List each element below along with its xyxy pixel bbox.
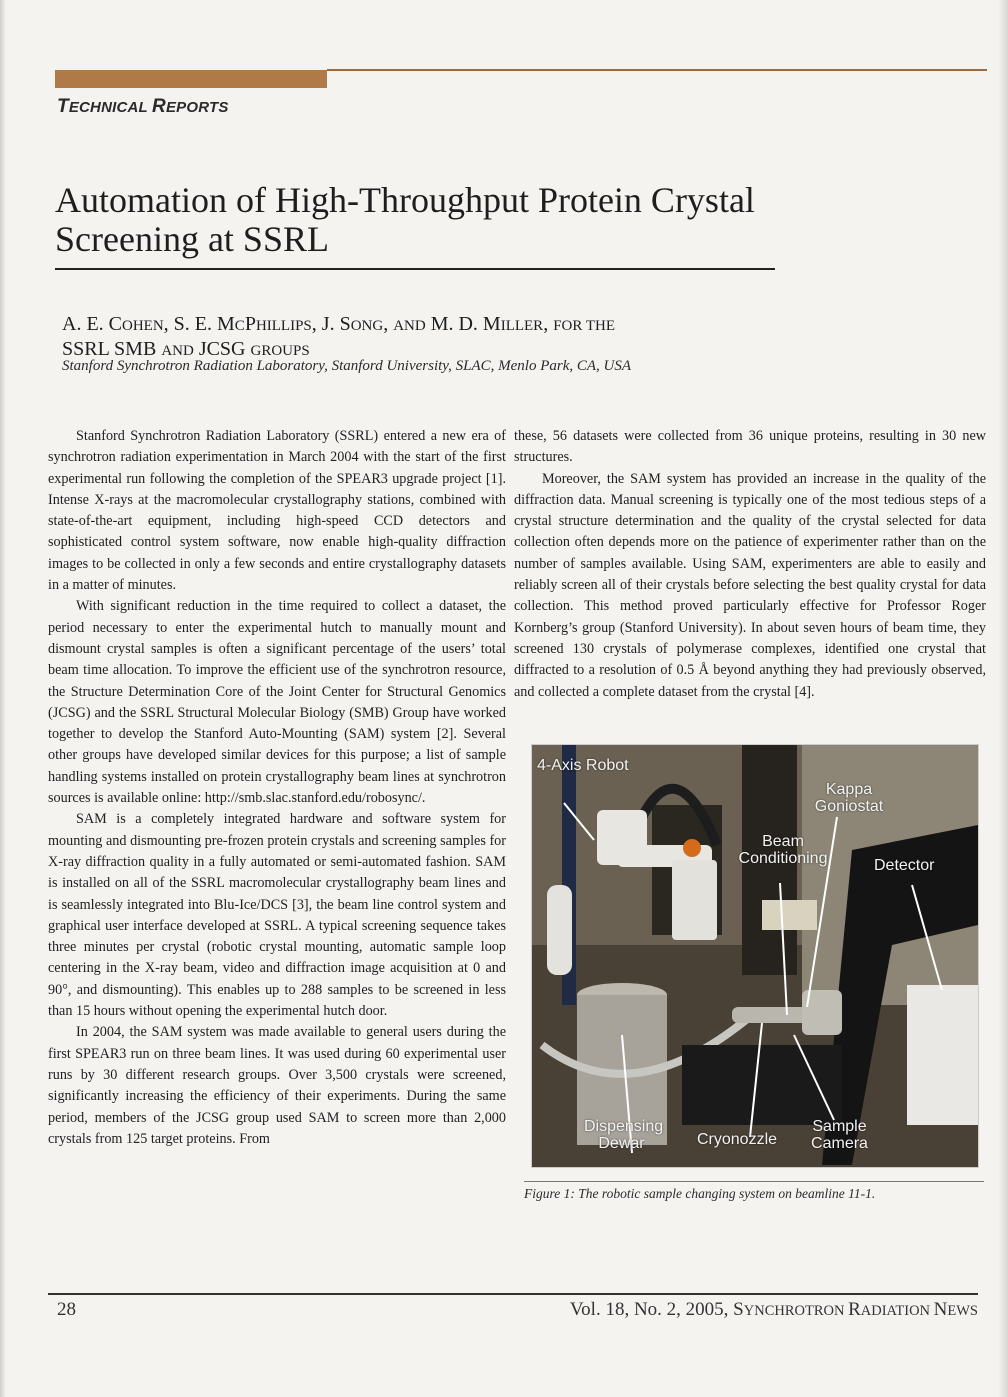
authors-line-2: SSRL SMB AND JCSG GROUPS: [62, 338, 310, 360]
photo-beam-box: [762, 900, 817, 930]
header-rule: [327, 69, 987, 71]
label-kappa-goniostat: Kappa Goniostat: [814, 781, 884, 815]
author-list: [62, 313, 782, 363]
photo-warning-light: [683, 839, 701, 857]
body-column-left: [48, 426, 506, 1150]
photo-illustration: [532, 745, 978, 1167]
page-number: 28: [57, 1299, 76, 1320]
photo-cryonozzle: [732, 1007, 807, 1023]
title-rule: [55, 268, 775, 270]
journal-citation: Vol. 18, No. 2, 2005, SYNCHROTRON RADIATION NEWS: [569, 1299, 978, 1320]
footer-rule: [48, 1293, 978, 1295]
affiliation: Stanford Synchrotron Radiation Laboratory, Stanford University, SLAC, Menlo Park, CA, USA: [62, 358, 632, 374]
paragraph: these, 56 datasets were collected from 36 unique proteins, resulting in 30 new structures.: [514, 428, 986, 466]
article-title: [55, 181, 855, 259]
section-accent-bar: [55, 70, 327, 88]
label-dispensing-dewar: Dispensing Dewar: [584, 1118, 664, 1152]
paragraph: Stanford Synchrotron Radiation Laboratory (SSRL) entered a new era of synchrotron radiation experimentation in March 2004 with the start of the first experimental run following the completion of the SPEAR3 upgrade project [1]. Intense X-rays at the macromolecular crystallography stations, combined with state-of-the-art equipment, including high-speed CCD detectors and sophisticated control system software, now enable high-quality diffraction images to be collected in only a few seconds and entire crystallography datasets in a matter of minutes.: [48, 428, 506, 594]
paragraph: Moreover, the SAM system has provided an increase in the quality of the diffraction data. Manual screening is typically one of the most tedious steps of a crystal structure determination and the quality of the crystal selected for data collection often depends more on the patience of experimenter rather than on the number of samples available. Using SAM, experimenters are able to easily and reliably screen all of their crystals before selecting the best quality crystal for data collection. This method proved particularly effective for Professor Roger Kornberg’s group (Stanford University). In about seven hours of beam time, they screened 130 crystals of polymerase complexes, identified one crystal that diffracted to a resolution of 0.5 Å beyond anything they had previously observed, and collected a complete dataset from the crystal [4].: [514, 470, 986, 700]
caption-rule: [524, 1181, 984, 1182]
paragraph: In 2004, the SAM system was made available to general users during the first SPEAR3 run on three beam lines. It was used during 60 experimental user runs by 30 different research groups. Over 3,500 crystals were screened, significantly increasing the efficiency of their experiments. During the same period, members of the JCSG group used SAM to screen more than 2,000 crystals from 125 target proteins. From: [48, 1024, 506, 1147]
title-line-1: Automation of High-Throughput Protein Crystal: [55, 180, 755, 220]
label-beam-conditioning: Beam Conditioning: [738, 833, 828, 867]
figure-photo: [531, 744, 979, 1168]
photo-detector: [907, 985, 978, 1125]
label-detector: Detector: [874, 857, 935, 874]
figure-caption: Figure 1: The robotic sample changing system on beamline 11-1.: [524, 1186, 876, 1201]
label-cryonozzle: Cryonozzle: [697, 1131, 778, 1148]
label-sample-camera: Sample Camera: [811, 1118, 868, 1152]
page-edge-shadow-right: [998, 0, 1008, 1397]
page-edge-shadow-left: [0, 0, 6, 1397]
title-line-2: Screening at SSRL: [55, 219, 329, 259]
body-column-right: [514, 426, 986, 703]
photo-robot-base: [672, 860, 717, 940]
authors-line-1: A. E. COHEN, S. E. MCPHILLIPS, J. SONG, AND M. D. MILLER, FOR THE: [62, 313, 616, 335]
paragraph: With significant reduction in the time required to collect a dataset, the period necessary to enter the experimental hutch to manually mount and dismount crystal samples is often a significant percentage of the users’ total beam time allocation. To improve the efficient use of the synchrotron resource, the Structure Determination Core of the Joint Center for Structural Genomics (JCSG) and the SSRL Structural Molecular Biology (SMB) Group have worked together to develop the Stanford Auto-Mounting (SAM) system [2]. Several other groups have developed similar devices for this purpose; a list of sample handling systems installed on protein crystallography beam lines at synchrotron sources is available online: http://smb.slac.stanford.edu/robosync/.: [48, 598, 506, 807]
paragraph: SAM is a completely integrated hardware and software system for mounting and dismounting pre-frozen protein crystals and screening samples for X-ray diffraction quality in a fully automated or semi-automated fashion. SAM is installed on all of the SSRL macromolecular crystallography beam lines and is seamlessly integrated into Blu-Ice/DCS [3], the beam line control system and graphical user interface developed at SSRL. A typical screening sequence takes three minutes per crystal (robotic crystal mounting, automatic sample loop centering in the X-ray beam, video and diffraction image acquisition at 0 and 90°, and dismounting). This enables up to 288 samples to be screened in less than 15 hours without opening the experimental hutch door.: [48, 811, 506, 1020]
label-4-axis-robot: 4-Axis Robot: [537, 757, 629, 774]
section-label: TECHNICAL REPORTS: [57, 96, 229, 117]
